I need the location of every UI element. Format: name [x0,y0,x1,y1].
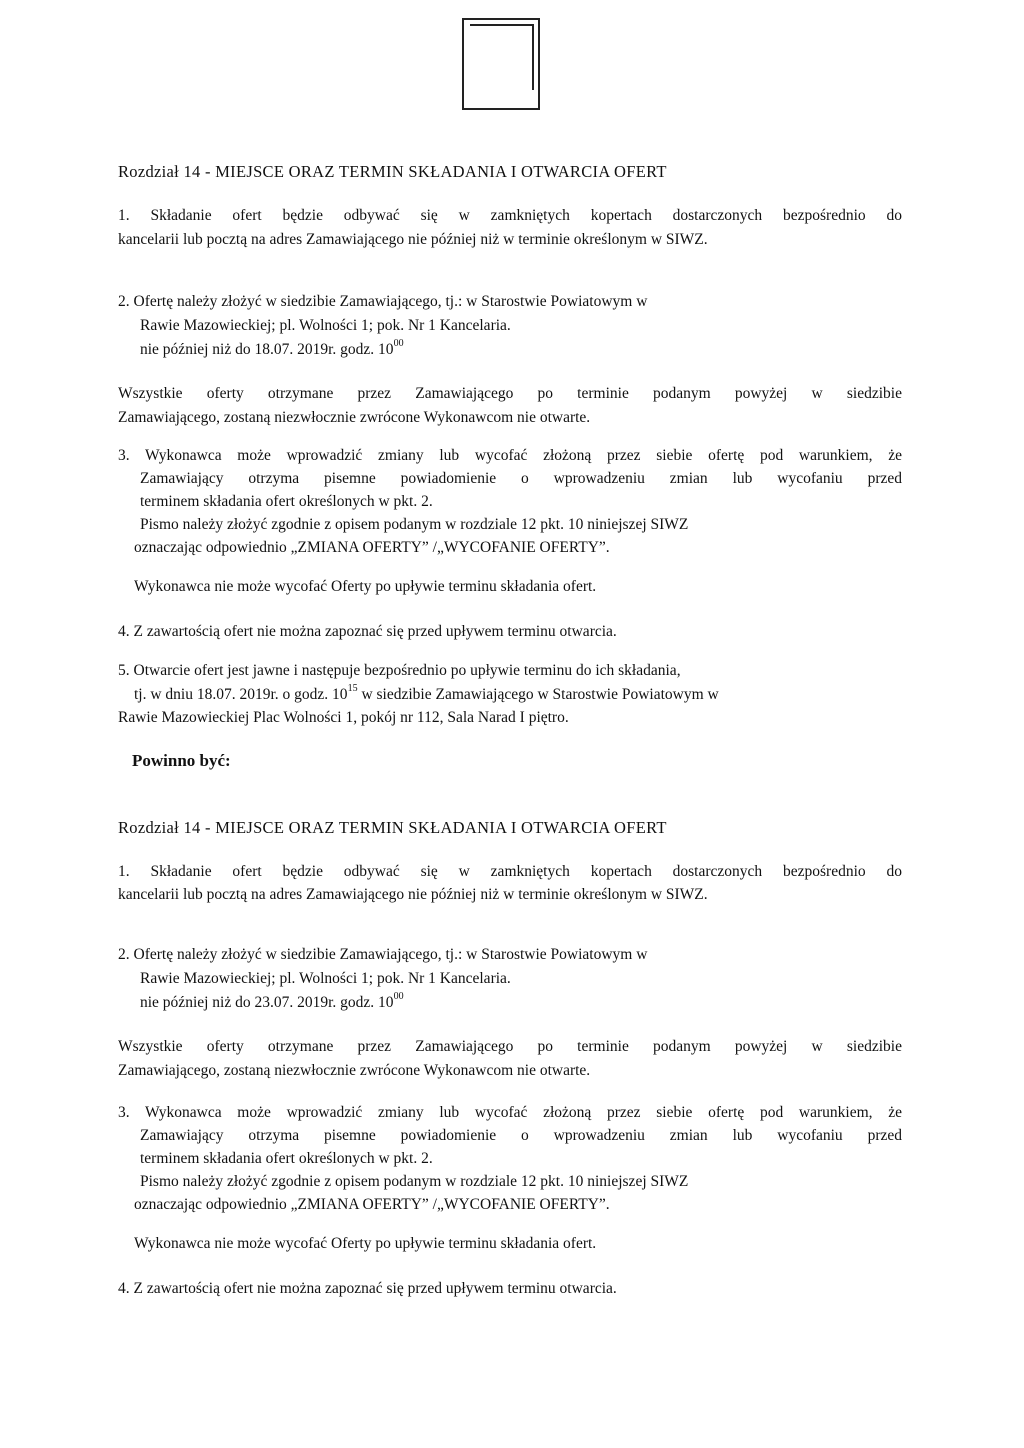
corrected-paragraph-2-deadline [140,990,404,1012]
paragraph-3-line-1: Wszystkie oferty otrzymane przez Zamawiającego po terminie podanym powyżej w siedzibie [118,385,902,402]
paragraph-5: 4. Z zawartością ofert nie można zapoznać się przed upływem terminu otwarcia. [118,623,617,640]
paragraph-6-line-1: 5. Otwarcie ofert jest jawne i następuje bezpośrednio po upływie terminu do ich składania, [118,662,681,679]
opening-minutes: 15 [347,682,358,694]
paragraph-4-line-1: 3. Wykonawca może wprowadzić zmiany lub wycofać złożoną przez siebie ofertę pod warunkiem, że [118,447,902,464]
opening-date-text: tj. w dniu 18.07. 2019r. o godz. 10 [134,686,348,703]
opening-location-text: w siedzibie Zamawiającego w Starostwie Powiatowym w [357,686,719,703]
paragraph-6-line-2 [134,682,719,704]
corrected-paragraph-1-line-1: 1. Składanie ofert będzie odbywać się w zamkniętych kopertach dostarczonych bezpośrednio do [118,863,902,880]
paragraph-4-line-4: Pismo należy złożyć zgodnie z opisem podanym w rozdziale 12 pkt. 10 niniejszej SIWZ [140,516,689,533]
paragraph-3-line-2: Zamawiającego, zostaną niezwłocznie zwrócone Wykonawcom nie otwarte. [118,409,591,426]
paragraph-1-line-1: 1. Składanie ofert będzie odbywać się w zamkniętych kopertach dostarczonych bezpośrednio do [118,207,902,224]
corrected-paragraph-4-line-1: 3. Wykonawca może wprowadzić zmiany lub wycofać złożoną przez siebie ofertę pod warunkiem, że [118,1104,902,1121]
paragraph-2-deadline [140,337,404,359]
deadline-text: nie później niż do 18.07. 2019r. godz. 10 [140,341,394,358]
corrected-paragraph-4-line-6: Wykonawca nie może wycofać Oferty po upływie terminu składania ofert. [134,1235,597,1252]
corrected-deadline-minutes: 00 [393,990,404,1002]
paragraph-4-line-2: Zamawiający otrzyma pisemne powiadomienie o wprowadzeniu zmian lub wycofaniu przed [140,470,902,487]
section-title: Rozdział 14 - MIEJSCE ORAZ TERMIN SKŁADANIA I OTWARCIA OFERT [118,162,667,181]
paragraph-1-line-2: kancelarii lub pocztą na adres Zamawiającego nie później niż w terminie określonym w SIWZ. [118,231,708,248]
corrected-paragraph-3-line-2: Zamawiającego, zostaną niezwłocznie zwrócone Wykonawcom nie otwarte. [118,1062,591,1079]
corrected-paragraph-4-line-2: Zamawiający otrzyma pisemne powiadomienie o wprowadzeniu zmian lub wycofaniu przed [140,1127,902,1144]
corrected-paragraph-2-line-2: Rawie Mazowieckiej; pl. Wolności 1; pok. Nr 1 Kancelaria. [140,970,511,987]
corrected-paragraph-4-line-5: oznaczając odpowiednio „ZMIANA OFERTY” /„WYCOFANIE OFERTY”. [134,1196,610,1213]
paragraph-6-line-3: Rawie Mazowieckiej Plac Wolności 1, pokój nr 112, Sala Narad I piętro. [118,709,569,726]
corrected-paragraph-5: 4. Z zawartością ofert nie można zapoznać się przed upływem terminu otwarcia. [118,1280,617,1297]
paragraph-4-line-6: Wykonawca nie może wycofać Oferty po upływie terminu składania ofert. [134,578,597,595]
corrected-paragraph-4-line-3: terminem składania ofert określonych w pkt. 2. [140,1150,433,1167]
paragraph-2-line-2: Rawie Mazowieckiej; pl. Wolności 1; pok. Nr 1 Kancelaria. [140,317,511,334]
corrected-paragraph-3-line-1: Wszystkie oferty otrzymane przez Zamawiającego po terminie podanym powyżej w siedzibie [118,1038,902,1055]
corrected-deadline-text: nie później niż do 23.07. 2019r. godz. 10 [140,994,394,1011]
correction-heading: Powinno być: [132,751,231,770]
corrected-paragraph-4-line-4: Pismo należy złożyć zgodnie z opisem podanym w rozdziale 12 pkt. 10 niniejszej SIWZ [140,1173,689,1190]
corrected-paragraph-2-line-1: 2. Ofertę należy złożyć w siedzibie Zamawiającego, tj.: w Starostwie Powiatowym w [118,946,648,963]
paragraph-2-line-1: 2. Ofertę należy złożyć w siedzibie Zamawiającego, tj.: w Starostwie Powiatowym w [118,293,648,310]
section-title-corrected: Rozdział 14 - MIEJSCE ORAZ TERMIN SKŁADANIA I OTWARCIA OFERT [118,818,667,837]
paragraph-4-line-5: oznaczając odpowiednio „ZMIANA OFERTY” /„WYCOFANIE OFERTY”. [134,539,610,556]
paragraph-4-line-3: terminem składania ofert określonych w pkt. 2. [140,493,433,510]
deadline-minutes: 00 [393,337,404,349]
stamp-box-icon [462,18,540,110]
corrected-paragraph-1-line-2: kancelarii lub pocztą na adres Zamawiającego nie później niż w terminie określonym w SIWZ. [118,886,708,903]
